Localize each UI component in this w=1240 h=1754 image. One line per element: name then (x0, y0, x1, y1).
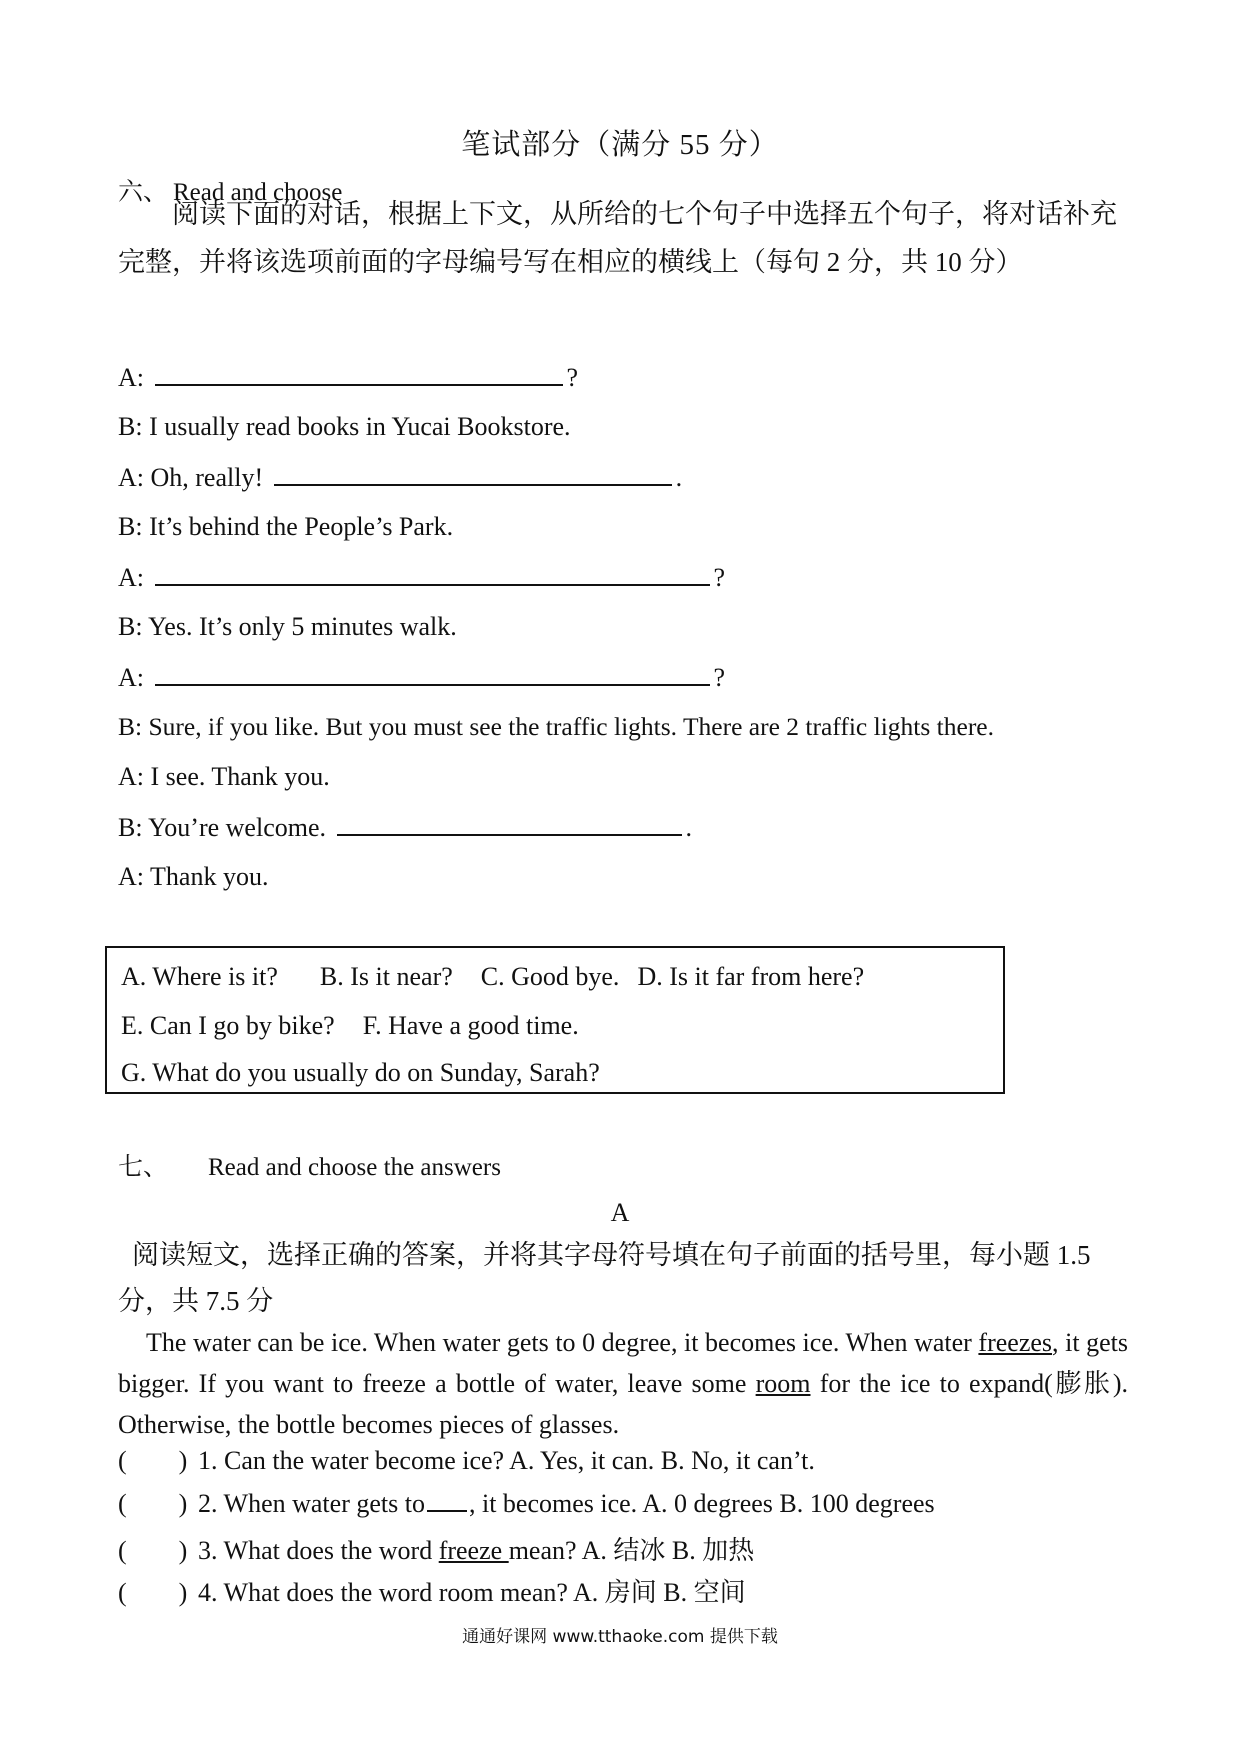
section-title: Read and choose (173, 179, 343, 206)
question-row: ( ) 1. Can the water become ice? A. Yes, it can. B. No, it can’t. (118, 1446, 815, 1475)
dialogue-line: B: It’s behind the People’s Park. (118, 512, 454, 541)
section-7-heading (118, 1147, 501, 1183)
answer-blank[interactable] (274, 462, 672, 486)
dialogue-line: B: Sure, if you like. But you must see the traffic lights. There are 2 traffic lights there. (118, 712, 995, 741)
reading-passage: The water can be ice. When water gets to 0 degree, it becomes ice. When water freezes, it gets bigger. If you want to freeze a bottle of water, leave some room for the ice to expand(膨胀). Otherwise, the bottle becomes pieces of glasses. (118, 1328, 1128, 1439)
dialogue-line: B: I usually read books in Yucai Bookstore. (118, 412, 571, 441)
options-line (121, 1058, 600, 1088)
option-d: D. Is it far from here? (637, 962, 865, 991)
question-row: ( ) 3. What does the word freeze mean? A. 结冰 B. 加热 (118, 1536, 755, 1565)
options-box (105, 946, 1005, 1094)
underlined-word: freezes (978, 1328, 1053, 1357)
underlined-word: freeze (438, 1536, 509, 1565)
question-row: ( ) 4. What does the word room mean? A. 房间 B. 空间 (118, 1578, 746, 1607)
dialogue-line: A: I see. Thank you. (118, 762, 330, 791)
option-c: C. Good bye. (480, 962, 620, 991)
part-label: A (610, 1198, 630, 1227)
option-g: G. What do you usually do on Sunday, Sarah? (121, 1058, 600, 1087)
dialogue-line: A: ? (118, 363, 579, 392)
section-7-instructions: 阅读短文，选择正确的答案，并将其字母符号填在句子前面的括号里，每小题 1.5 分，共 7.5 分 (118, 1240, 1091, 1316)
answer-blank[interactable] (427, 1488, 467, 1512)
footer-source: 通通好课网 www.tthaoke.com 提供下载 (462, 1627, 778, 1647)
underlined-word: room (755, 1369, 811, 1398)
page-title: 笔试部分（满分 55 分） (461, 129, 779, 161)
option-e: E. Can I go by bike? (121, 1011, 335, 1040)
section-title: Read and choose the answers (208, 1154, 501, 1181)
answer-blank[interactable] (155, 662, 710, 686)
question-row: ( ) 2. When water gets to , it becomes ice. A. 0 degrees B. 100 degrees (118, 1489, 935, 1518)
answer-blank[interactable] (337, 812, 682, 836)
section-number: 六、 (118, 179, 169, 206)
dialogue-line: A: ? (118, 663, 726, 692)
option-b: B. Is it near? (319, 962, 453, 991)
dialogue-line: A: Thank you. (118, 862, 269, 891)
answer-blank[interactable] (155, 562, 710, 586)
dialogue-line: A: ? (118, 563, 726, 592)
option-f: F. Have a good time. (362, 1011, 579, 1040)
dialogue-line: A: Oh, really! . (118, 463, 683, 492)
section-6-instructions: 阅读下面的对话，根据上下文，从所给的七个句子中选择五个句子，将对话补充完整，并将该选项前面的字母编号写在相应的横线上（每句 2 分，共 10 分） (118, 199, 1117, 277)
dialogue-line: B: Yes. It’s only 5 minutes walk. (118, 612, 457, 641)
section-number: 七、 (118, 1154, 169, 1181)
options-line (121, 1011, 579, 1041)
option-a: A. Where is it? (121, 962, 278, 991)
answer-blank[interactable] (155, 362, 563, 386)
options-line (121, 962, 864, 992)
dialogue-line: B: You’re welcome. . (118, 813, 692, 842)
